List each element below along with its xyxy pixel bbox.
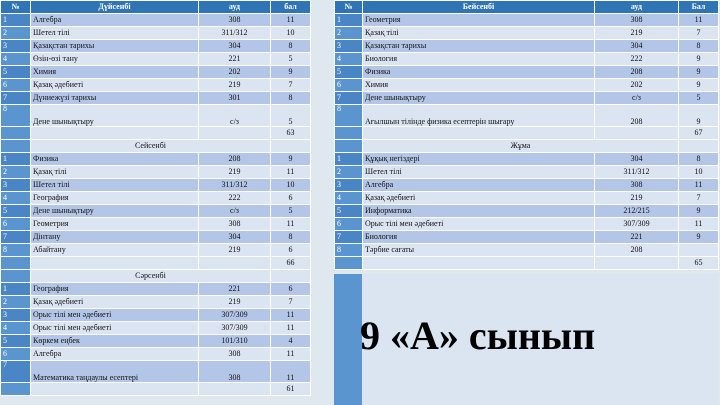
table-row: [1, 348, 311, 361]
table-row: [1, 283, 311, 296]
row-number: 1: [1, 283, 31, 296]
room-cell: 307/309: [199, 322, 271, 335]
room-cell: 311/312: [595, 166, 679, 179]
score-cell: 10: [271, 27, 311, 40]
row-number: 1: [335, 153, 363, 166]
subject-cell: Құқық негіздері: [363, 153, 595, 166]
table-row: [335, 14, 719, 27]
room-cell: 301: [199, 92, 271, 105]
room-cell: 208: [199, 153, 271, 166]
bal-header: бал: [271, 1, 311, 14]
table-row: [335, 244, 719, 257]
row-number: 7: [1, 92, 31, 105]
aud-header: ауд: [595, 1, 679, 14]
num-cell: [1, 270, 31, 283]
score-cell: 11: [271, 14, 311, 27]
row-number: 2: [1, 27, 31, 40]
row-number: 2: [1, 166, 31, 179]
table-row: [335, 105, 719, 127]
subject-cell: Өзін-өзі тану: [31, 53, 199, 66]
row-number: 2: [1, 296, 31, 309]
score-cell: 8: [679, 40, 719, 53]
row-number: 1: [335, 14, 363, 27]
subject-cell: Алгебра: [31, 14, 199, 27]
subject-cell: Химия: [363, 79, 595, 92]
row-number: 7: [1, 361, 31, 383]
blank-cell: [31, 257, 199, 270]
table-row: [335, 40, 719, 53]
score-cell: 10: [271, 179, 311, 192]
room-cell: 308: [199, 218, 271, 231]
num-cell: [335, 257, 363, 270]
score-cell: 11: [679, 218, 719, 231]
wednesday-total: 61: [271, 383, 311, 396]
table-row: [1, 53, 311, 66]
room-cell: 304: [595, 40, 679, 53]
table-row: [1, 192, 311, 205]
num-cell: [1, 127, 31, 140]
tuesday-day-name: Сейсенбі: [31, 140, 271, 153]
table-row: [1, 335, 311, 348]
row-number: 5: [1, 335, 31, 348]
num-header: №: [335, 1, 363, 14]
friday-header-row: [335, 140, 719, 153]
blank-cell: [31, 127, 199, 140]
table-row: [335, 166, 719, 179]
room-cell: 307/309: [199, 309, 271, 322]
subject-cell: Шетел тілі: [363, 166, 595, 179]
num-cell: [1, 257, 31, 270]
table-row: [1, 231, 311, 244]
table-row: [335, 53, 719, 66]
blank-cell: [199, 257, 271, 270]
score-cell: 11: [271, 166, 311, 179]
score-cell: 5: [679, 92, 719, 105]
room-cell: 307/309: [595, 218, 679, 231]
table-row: [1, 322, 311, 335]
row-number: 7: [335, 92, 363, 105]
room-cell: 219: [199, 296, 271, 309]
blank-cell: [595, 257, 679, 270]
room-cell: 222: [595, 53, 679, 66]
subject-cell: Көркем еңбек: [31, 335, 199, 348]
room-cell: 212/215: [595, 205, 679, 218]
num-header: №: [1, 1, 31, 14]
row-number: 3: [335, 179, 363, 192]
subject-cell: Қазақ әдебиеті: [31, 79, 199, 92]
friday-total: 65: [679, 257, 719, 270]
table-row: [335, 218, 719, 231]
empty-area-left-strip: [334, 274, 362, 405]
subject-cell: Дене шынықтыру: [363, 92, 595, 105]
subject-cell: Қазақ тілі: [31, 166, 199, 179]
bal-header: Бал: [679, 1, 719, 14]
subject-cell: Тәрбие сағаты: [363, 244, 595, 257]
subject-cell: Қазақстан тарихы: [31, 40, 199, 53]
room-cell: 222: [199, 192, 271, 205]
friday-day-name: Жұма: [363, 140, 679, 153]
tuesday-total: 66: [271, 257, 311, 270]
row-number: 2: [335, 166, 363, 179]
room-cell: 308: [199, 361, 271, 383]
score-cell: 8: [271, 40, 311, 53]
score-cell: 6: [271, 192, 311, 205]
room-cell: 219: [199, 244, 271, 257]
row-number: 6: [1, 79, 31, 92]
room-cell: 308: [595, 14, 679, 27]
score-cell: 5: [271, 105, 311, 127]
room-cell: 219: [595, 192, 679, 205]
score-cell: 11: [271, 361, 311, 383]
table-row: [335, 192, 719, 205]
tuesday-total-row: [1, 257, 311, 270]
row-number: 8: [1, 244, 31, 257]
subject-cell: Қазақстан тарихы: [363, 40, 595, 53]
table-row: [1, 361, 311, 383]
table-row: [1, 92, 311, 105]
row-number: 4: [1, 192, 31, 205]
row-number: 4: [1, 322, 31, 335]
num-cell: [1, 383, 31, 396]
score-cell: 5: [271, 53, 311, 66]
subject-cell: Физика: [363, 66, 595, 79]
room-cell: 219: [199, 79, 271, 92]
table-row: [1, 79, 311, 92]
row-number: 8: [1, 105, 31, 127]
subject-cell: Геометрия: [363, 14, 595, 27]
row-number: 6: [335, 79, 363, 92]
table-row: [335, 153, 719, 166]
table-row: [1, 153, 311, 166]
table-row: [335, 92, 719, 105]
table-row: [1, 218, 311, 231]
thursday-day-name: Бейсенбі: [363, 1, 595, 14]
room-cell: 304: [199, 231, 271, 244]
room-cell: 219: [595, 27, 679, 40]
blank-cell: [199, 127, 271, 140]
score-cell: 9: [679, 205, 719, 218]
room-cell: 221: [199, 283, 271, 296]
table-row: [335, 231, 719, 244]
monday-day-name: Дүйсенбі: [31, 1, 199, 14]
subject-cell: Қазақ тілі: [363, 27, 595, 40]
subject-cell: Дүниежүзі тарихы: [31, 92, 199, 105]
score-cell: 11: [271, 309, 311, 322]
subject-cell: Химия: [31, 66, 199, 79]
room-cell: 219: [199, 166, 271, 179]
score-cell: 6: [271, 244, 311, 257]
row-number: 2: [335, 27, 363, 40]
row-number: 3: [1, 309, 31, 322]
score-cell: 11: [679, 179, 719, 192]
table-row: [335, 27, 719, 40]
score-cell: 7: [679, 27, 719, 40]
subject-cell: Дінтану: [31, 231, 199, 244]
subject-cell: Шетел тілі: [31, 179, 199, 192]
score-cell: 9: [679, 231, 719, 244]
subject-cell: Алгебра: [363, 179, 595, 192]
table-row: [1, 166, 311, 179]
score-cell: 8: [679, 153, 719, 166]
row-number: 7: [335, 231, 363, 244]
room-cell: 308: [199, 14, 271, 27]
blank-cell: [271, 140, 311, 153]
row-number: 5: [1, 205, 31, 218]
subject-cell: Алгебра: [31, 348, 199, 361]
room-cell: 311/312: [199, 179, 271, 192]
table-row: [1, 105, 311, 127]
thursday-total: 67: [679, 127, 719, 140]
score-cell: 11: [271, 218, 311, 231]
subject-cell: Орыс тілі мен әдебиеті: [363, 218, 595, 231]
score-cell: 7: [271, 79, 311, 92]
score-cell: 11: [271, 348, 311, 361]
class-title: 9 «А» сынып: [360, 313, 596, 358]
row-number: 6: [1, 348, 31, 361]
row-number: 6: [335, 218, 363, 231]
friday-total-row: [335, 257, 719, 270]
room-cell: 308: [595, 179, 679, 192]
num-cell: [335, 140, 363, 153]
subject-cell: Дене шынықтыру: [31, 105, 199, 127]
score-cell: 5: [271, 205, 311, 218]
row-number: 3: [1, 40, 31, 53]
blank-cell: [595, 127, 679, 140]
aud-header: ауд: [199, 1, 271, 14]
score-cell: 9: [271, 66, 311, 79]
room-cell: 308: [199, 348, 271, 361]
score-cell: 4: [271, 335, 311, 348]
score-cell: 11: [679, 14, 719, 27]
room-cell: 221: [199, 53, 271, 66]
table-row: [1, 309, 311, 322]
blank-cell: [363, 257, 595, 270]
subject-cell: Орыс тілі мен әдебиеті: [31, 322, 199, 335]
score-cell: 7: [679, 192, 719, 205]
table-row: [1, 205, 311, 218]
room-cell: 208: [595, 66, 679, 79]
score-cell: 9: [679, 53, 719, 66]
room-cell: 208: [595, 105, 679, 127]
score-cell: 9: [679, 105, 719, 127]
wednesday-header-row: [1, 270, 311, 283]
room-cell: 202: [199, 66, 271, 79]
wednesday-day-name: Сәрсенбі: [31, 270, 271, 283]
thursday-total-row: [335, 127, 719, 140]
wednesday-total-row: [1, 383, 311, 396]
row-number: 6: [1, 218, 31, 231]
subject-cell: География: [31, 283, 199, 296]
monday-total-row: [1, 127, 311, 140]
room-cell: с/з: [595, 92, 679, 105]
row-number: 1: [1, 153, 31, 166]
score-cell: 9: [679, 79, 719, 92]
row-number: 5: [1, 66, 31, 79]
room-cell: с/з: [199, 205, 271, 218]
score-cell: 7: [271, 296, 311, 309]
subject-cell: Абайтану: [31, 244, 199, 257]
table-row: [1, 244, 311, 257]
num-cell: [335, 127, 363, 140]
score-cell: 9: [679, 66, 719, 79]
score-cell: 10: [679, 166, 719, 179]
subject-cell: Физика: [31, 153, 199, 166]
blank-cell: [679, 140, 719, 153]
row-number: 7: [1, 231, 31, 244]
table-row: [335, 79, 719, 92]
table-row: [1, 179, 311, 192]
subject-cell: Биология: [363, 53, 595, 66]
table-row: [1, 27, 311, 40]
subject-cell: Дене шынықтыру: [31, 205, 199, 218]
right-schedule-table: [334, 0, 719, 270]
room-cell: 304: [595, 153, 679, 166]
table-row: [1, 66, 311, 79]
score-cell: 8: [271, 231, 311, 244]
monday-total: 63: [271, 127, 311, 140]
row-number: 5: [335, 66, 363, 79]
table-row: [335, 179, 719, 192]
subject-cell: Математика таңдаулы есептері: [31, 361, 199, 383]
row-number: 4: [335, 53, 363, 66]
row-number: 3: [1, 179, 31, 192]
table-row: [335, 205, 719, 218]
room-cell: 221: [595, 231, 679, 244]
blank-cell: [31, 383, 199, 396]
subject-cell: География: [31, 192, 199, 205]
subject-cell: Ағылшын тілінде физика есептерін шығару: [363, 105, 595, 127]
thursday-header-row: [335, 1, 719, 14]
row-number: 4: [335, 192, 363, 205]
subject-cell: Геометрия: [31, 218, 199, 231]
room-cell: 304: [199, 40, 271, 53]
score-cell: 9: [271, 153, 311, 166]
row-number: 8: [335, 244, 363, 257]
room-cell: 208: [595, 244, 679, 257]
row-number: 3: [335, 40, 363, 53]
row-number: 4: [1, 53, 31, 66]
tuesday-header-row: [1, 140, 311, 153]
table-row: [1, 296, 311, 309]
score-cell: 6: [271, 283, 311, 296]
blank-cell: [199, 383, 271, 396]
subject-cell: Орыс тілі мен әдебиеті: [31, 309, 199, 322]
score-cell: [679, 244, 719, 257]
room-cell: 202: [595, 79, 679, 92]
left-schedule-table: [0, 0, 311, 396]
blank-cell: [271, 270, 311, 283]
subject-cell: Биология: [363, 231, 595, 244]
table-row: [1, 40, 311, 53]
table-row: [335, 66, 719, 79]
room-cell: 101/310: [199, 335, 271, 348]
subject-cell: Шетел тілі: [31, 27, 199, 40]
subject-cell: Қазақ әдебиеті: [31, 296, 199, 309]
score-cell: 11: [271, 322, 311, 335]
room-cell: 311/312: [199, 27, 271, 40]
score-cell: 8: [271, 92, 311, 105]
row-number: 8: [335, 105, 363, 127]
table-row: [1, 14, 311, 27]
monday-header-row: [1, 1, 311, 14]
num-cell: [1, 140, 31, 153]
subject-cell: Қазақ әдебиеті: [363, 192, 595, 205]
row-number: 1: [1, 14, 31, 27]
row-number: 5: [335, 205, 363, 218]
blank-cell: [363, 127, 595, 140]
subject-cell: Информатика: [363, 205, 595, 218]
room-cell: с/з: [199, 105, 271, 127]
